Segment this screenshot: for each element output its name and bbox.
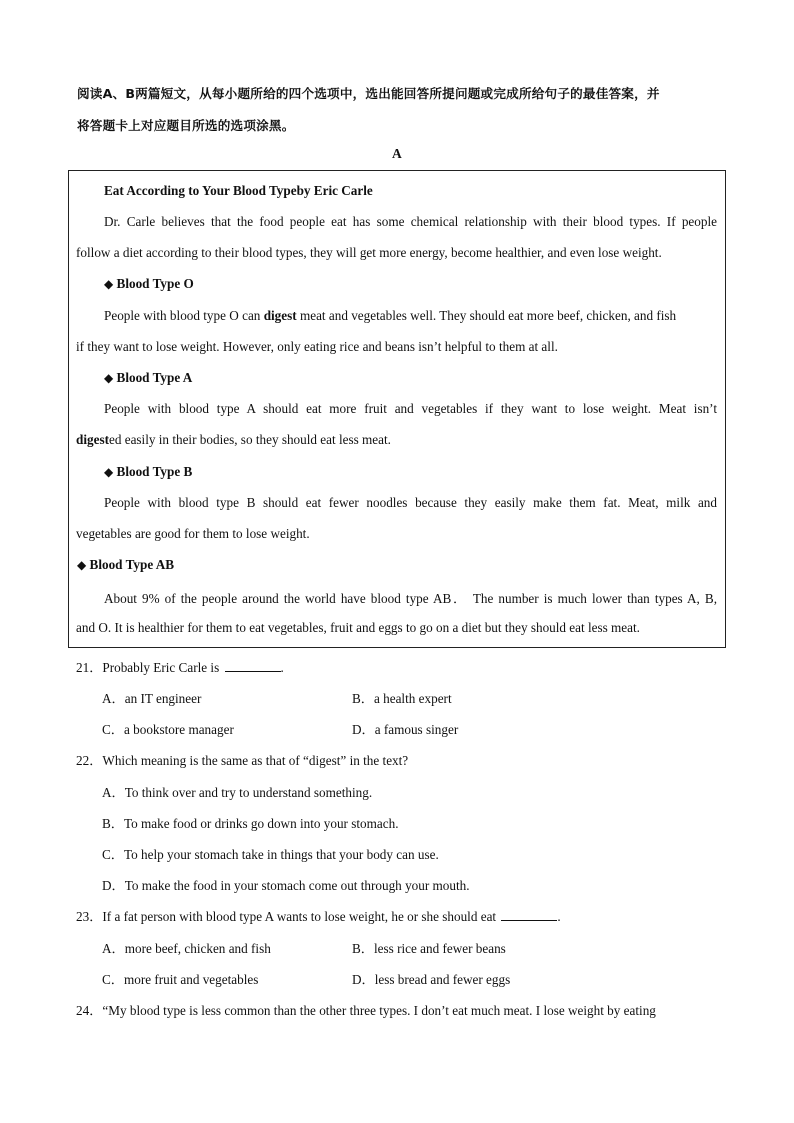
heading-text: Blood Type O	[116, 276, 194, 291]
option-letter: B．	[352, 941, 374, 956]
diamond-bullet-icon: ◆	[104, 371, 114, 385]
heading-text: Blood Type B	[116, 464, 193, 479]
option-text: a famous singer	[374, 722, 459, 737]
q21-option-b[interactable]	[352, 688, 452, 707]
passage-title: Eat According to Your Blood Typeby Eric Carle	[104, 183, 373, 198]
q23-option-c[interactable]	[102, 969, 258, 988]
type-o-line-2: if they want to lose weight. However, only eating rice and beans isn’t helpful to them at all.	[76, 339, 558, 354]
option-text: more beef, chicken and fish	[124, 941, 271, 956]
q23-option-a[interactable]	[102, 938, 271, 957]
option-letter: D．	[102, 878, 125, 893]
type-ab-line-2: and O. It is healthier for them to eat vegetables, fruit and eggs to go on a diet but they should eat less meat.	[76, 620, 640, 635]
diamond-bullet-icon: ◆	[104, 465, 114, 479]
option-letter: A．	[102, 785, 125, 800]
option-text: less rice and fewer beans	[373, 941, 506, 956]
option-text: more fruit and vegetables	[123, 972, 259, 987]
heading-blood-type-b	[104, 464, 192, 480]
option-letter: B．	[352, 691, 374, 706]
option-text: a health expert	[373, 691, 452, 706]
question-number: 24．	[76, 1003, 103, 1018]
type-o-line-1	[104, 308, 717, 324]
text-span: meat and vegetables well. They should eat more beef, chicken, and fish	[296, 308, 677, 323]
option-letter: B．	[102, 816, 124, 831]
type-ab-line-1: About 9% of the people around the world have blood type AB． The number is much lower than types A, B,	[104, 591, 717, 606]
type-a-line-1: People with blood type A should eat more fruit and vegetables if they want to lose weight. Meat isn’t	[104, 401, 717, 416]
question-24	[76, 1000, 656, 1019]
option-letter: C．	[102, 722, 124, 737]
diamond-bullet-icon: ◆	[104, 277, 114, 291]
type-b-line-2: vegetables are good for them to lose weight.	[76, 526, 310, 541]
question-number: 21．	[76, 660, 103, 675]
type-b-line-1: People with blood type B should eat fewer noodles because they easily make them fat. Meat, milk and	[104, 495, 717, 510]
question-number: 22．	[76, 753, 103, 768]
q23-option-b[interactable]	[352, 938, 506, 957]
question-number: 23．	[76, 909, 103, 924]
text-span: ed easily in their bodies, so they should eat less meat.	[108, 432, 391, 447]
option-text: an IT engineer	[124, 691, 202, 706]
answer-blank	[501, 908, 557, 921]
heading-blood-type-ab	[77, 557, 174, 573]
question-end: .	[557, 909, 561, 924]
passage-intro-line-1: Dr. Carle believes that the food people eat has some chemical relationship with their blood types. If people	[104, 214, 717, 229]
q22-option-c[interactable]	[102, 844, 439, 863]
q21-option-c[interactable]	[102, 719, 234, 738]
question-stem: Which meaning is the same as that of “digest” in the text?	[102, 753, 409, 768]
diamond-bullet-icon: ◆	[77, 558, 87, 572]
q21-option-d[interactable]	[352, 719, 458, 738]
q22-option-b[interactable]	[102, 813, 399, 832]
option-text: a bookstore manager	[123, 722, 234, 737]
question-end: .	[280, 660, 284, 675]
answer-blank	[225, 659, 281, 672]
type-a-line-2	[76, 432, 391, 448]
section-label: A	[392, 146, 402, 161]
option-letter: C．	[102, 847, 124, 862]
instructions-line-1: 阅读A、B两篇短文，从每小题所给的四个选项中，选出能回答所提问题或完成所给句子的最佳答案，并	[77, 86, 660, 101]
option-text: To think over and try to understand something.	[124, 785, 373, 800]
option-text: To make food or drinks go down into your stomach.	[123, 816, 399, 831]
keyword-digest: digest	[263, 308, 297, 323]
option-letter: D．	[352, 722, 375, 737]
question-22	[76, 750, 408, 769]
option-letter: A．	[102, 691, 125, 706]
q22-option-d[interactable]	[102, 875, 470, 894]
question-stem: “My blood type is less common than the other three types. I don’t eat much meat. I lose weight by eating	[102, 1003, 656, 1018]
option-text: To make the food in your stomach come out through your mouth.	[124, 878, 470, 893]
text-span: People with blood type O can	[104, 308, 264, 323]
option-text: To help your stomach take in things that your body can use.	[123, 847, 439, 862]
option-text: less bread and fewer eggs	[374, 972, 511, 987]
heading-blood-type-o	[104, 276, 194, 292]
q22-option-a[interactable]	[102, 782, 372, 801]
question-stem: If a fat person with blood type A wants to lose weight, he or she should eat	[102, 909, 497, 924]
option-letter: D．	[352, 972, 375, 987]
question-stem: Probably Eric Carle is	[102, 660, 220, 675]
heading-text: Blood Type AB	[89, 557, 175, 572]
keyword-digest: digest	[76, 432, 109, 447]
q21-option-a[interactable]	[102, 688, 201, 707]
option-letter: C．	[102, 972, 124, 987]
question-23	[76, 906, 561, 925]
option-letter: A．	[102, 941, 125, 956]
question-21	[76, 657, 284, 676]
instructions-line-2: 将答题卡上对应题目所选的选项涂黑。	[77, 118, 295, 133]
heading-text: Blood Type A	[116, 370, 193, 385]
heading-blood-type-a	[104, 370, 192, 386]
passage-intro-line-2: follow a diet according to their blood types, they will get more energy, become healthier, and even lose weight.	[76, 245, 662, 260]
q23-option-d[interactable]	[352, 969, 510, 988]
